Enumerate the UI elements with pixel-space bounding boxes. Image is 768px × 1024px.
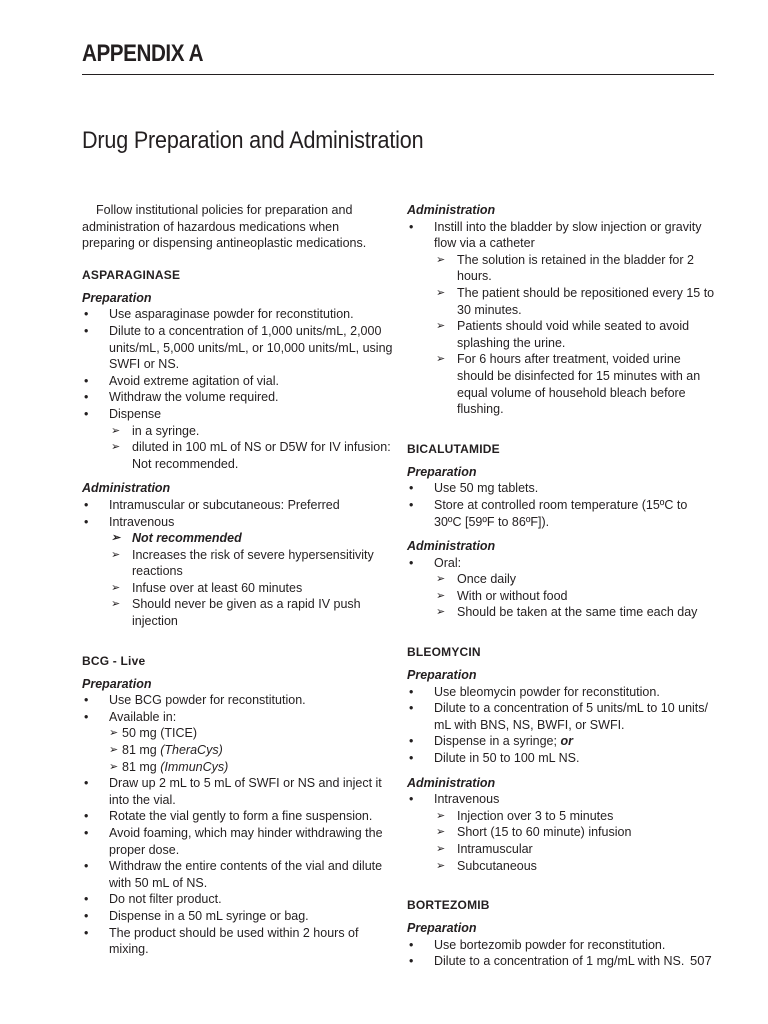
list-item: • Use asparaginase powder for reconstitution. — [82, 306, 394, 323]
sub-list-item: ➢ Patients should void while seated to avoid splashing the urine. — [434, 318, 715, 351]
list-item: • Withdraw the entire contents of the vial and dilute with 50 mL of NS. — [82, 858, 394, 891]
list-item-text: Available in: — [109, 709, 177, 724]
drug-heading-bleomycin: BLEOMYCIN — [407, 645, 481, 660]
sub-list-item: ➢ Infuse over at least 60 minutes — [109, 580, 394, 597]
available-sublist — [109, 725, 394, 775]
bcg-admin-list — [407, 219, 715, 418]
list-item: • Use BCG powder for reconstitution. — [82, 692, 394, 709]
page-title: Drug Preparation and Administration — [82, 127, 424, 154]
list-item: • Dilute to a concentration of 1,000 units/mL, 2,000 units/mL, 5,000 units/mL, or 10,000 units/mL, using SWFI or NS. — [82, 323, 394, 373]
or-emphasis: or — [560, 734, 573, 749]
list-item: • Dispense in a 50 mL syringe or bag. — [82, 908, 394, 925]
list-item — [407, 555, 715, 621]
list-item: • Use bortezomib powder for reconstitution. — [407, 937, 715, 954]
list-item-text: Intravenous — [434, 792, 500, 807]
sub-list-item: ➢ Should never be given as a rapid IV push injection — [109, 596, 394, 629]
list-item — [82, 514, 394, 630]
sub-list-item: ➢ The patient should be repositioned every 15 to 30 minutes. — [434, 285, 715, 318]
sub-list-item: ➢ in a syringe. — [109, 423, 394, 440]
list-item-text: Dispense — [109, 406, 162, 421]
bcg-prep-list — [82, 692, 394, 958]
appendix-heading: APPENDIX A — [82, 40, 204, 67]
list-item-text: Oral: — [434, 555, 462, 570]
preparation-heading: Preparation — [82, 676, 152, 691]
sub-list-item: ➢ Intramuscular — [434, 841, 715, 858]
right-column — [407, 202, 715, 970]
bleomycin-prep-list — [407, 684, 715, 767]
list-item — [407, 733, 715, 750]
preparation-heading: Preparation — [407, 668, 477, 683]
iv-sublist — [109, 530, 394, 630]
header-rule — [82, 74, 714, 75]
list-item: • Rotate the vial gently to form a fine suspension. — [82, 808, 394, 825]
intravenous-sublist — [434, 808, 715, 874]
bortezomib-prep-list — [407, 937, 715, 970]
list-item-text: Intravenous — [109, 514, 175, 529]
sub-list-item: ➢ For 6 hours after treatment, voided urine should be disinfected for 15 minutes with an equal volume of household bleach before flushing. — [434, 351, 715, 417]
dose: 81 mg — [122, 743, 157, 758]
sub-list-item — [109, 725, 394, 742]
drug-heading-bcg: BCG - Live — [82, 653, 146, 668]
list-item: • Dilute to a concentration of 1 mg/mL with NS. — [407, 953, 715, 970]
list-item — [82, 406, 394, 472]
sub-list-item: ➢ Once daily — [434, 571, 715, 588]
drug-heading-asparaginase: ASPARAGINASE — [82, 267, 181, 282]
list-item: • Avoid extreme agitation of vial. — [82, 373, 394, 390]
list-item: • Do not filter product. — [82, 891, 394, 908]
bicalutamide-prep-list — [407, 480, 715, 530]
sub-list-item: ➢ Should be taken at the same time each day — [434, 604, 715, 621]
list-item: • Use 50 mg tablets. — [407, 480, 715, 497]
list-item: • Draw up 2 mL to 5 mL of SWFI or NS and inject it into the vial. — [82, 775, 394, 808]
list-item: • Avoid foaming, which may hinder withdrawing the proper dose. — [82, 825, 394, 858]
dose: 50 mg — [122, 726, 157, 741]
sub-list-item: ➢ Injection over 3 to 5 minutes — [434, 808, 715, 825]
oral-sublist — [434, 571, 715, 621]
intro-paragraph: Follow institutional policies for preparation and administration of hazardous medications when preparing or dispensing antineoplastic medications. — [82, 203, 367, 251]
brand: (ImmunCys) — [160, 759, 229, 774]
list-item-text: Dispense in a syringe; — [434, 734, 557, 749]
drug-heading-bicalutamide: BICALUTAMIDE — [407, 441, 500, 456]
sub-list-item: ➢ Increases the risk of severe hypersensitivity reactions — [109, 547, 394, 580]
instill-sublist — [434, 252, 715, 418]
sub-list-item — [109, 742, 394, 759]
page-number: 507 — [690, 953, 712, 968]
sub-list-item — [109, 759, 394, 776]
preparation-heading: Preparation — [407, 921, 477, 936]
brand: (TICE) — [160, 726, 198, 741]
sub-list-item: ➢ The solution is retained in the bladder for 2 hours. — [434, 252, 715, 285]
list-item: • The product should be used within 2 hours of mixing. — [82, 925, 394, 958]
sub-list-item: ➢ Short (15 to 60 minute) infusion — [434, 824, 715, 841]
list-item: • Withdraw the volume required. — [82, 389, 394, 406]
list-item — [82, 709, 394, 775]
administration-heading: Administration — [407, 539, 496, 554]
list-item: • Use bleomycin powder for reconstitution. — [407, 684, 715, 701]
left-column — [82, 202, 394, 958]
dispense-sublist — [109, 423, 394, 473]
list-item: • Store at controlled room temperature (15ºC to 30ºC [59ºF to 86ºF]). — [407, 497, 715, 530]
sub-list-item-warning: ➢ Not recommended — [109, 530, 394, 547]
list-item — [407, 791, 715, 874]
sub-list-item: ➢ diluted in 100 mL of NS or D5W for IV infusion: Not recommended. — [109, 439, 394, 472]
list-item — [407, 219, 715, 418]
administration-heading: Administration — [407, 203, 496, 217]
bleomycin-admin-list — [407, 791, 715, 874]
drug-heading-bortezomib: BORTEZOMIB — [407, 898, 490, 913]
brand: (TheraCys) — [160, 743, 223, 758]
list-item: • Dilute to a concentration of 5 units/mL to 10 units/ mL with BNS, NS, BWFI, or SWFI. — [407, 700, 715, 733]
administration-heading: Administration — [407, 775, 496, 790]
preparation-heading: Preparation — [82, 290, 152, 305]
dose: 81 mg — [122, 759, 157, 774]
sub-list-item: ➢ With or without food — [434, 588, 715, 605]
list-item: • Dilute in 50 to 100 mL NS. — [407, 750, 715, 767]
sub-list-item: ➢ Subcutaneous — [434, 858, 715, 875]
list-item-text: Instill into the bladder by slow injection or gravity flow via a catheter — [434, 219, 702, 251]
asparaginase-admin-list — [82, 497, 394, 630]
administration-heading: Administration — [82, 481, 171, 496]
bicalutamide-admin-list — [407, 555, 715, 621]
list-item: • Intramuscular or subcutaneous: Preferred — [82, 497, 394, 514]
asparaginase-prep-list — [82, 306, 394, 472]
preparation-heading: Preparation — [407, 464, 477, 479]
